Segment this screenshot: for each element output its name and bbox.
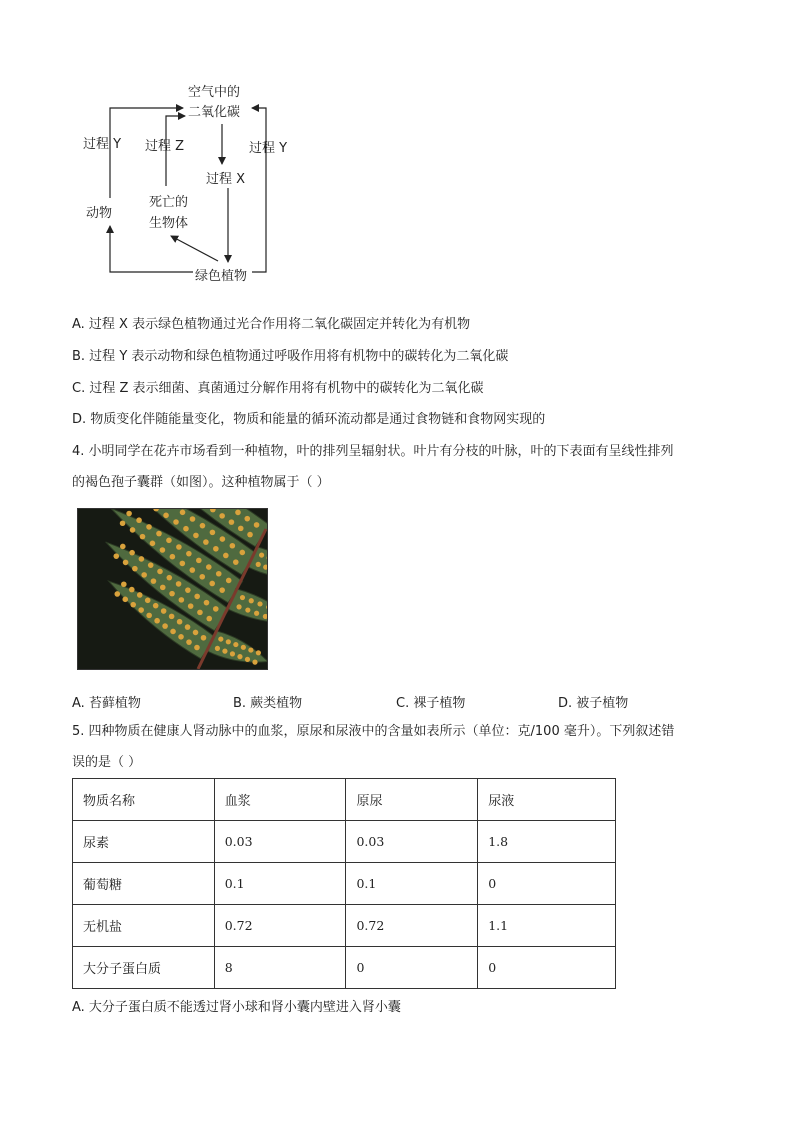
sorus-dot [245,657,250,662]
table-cell: 葡萄糖 [73,863,215,905]
sorus-dot [209,581,215,587]
sorus-dot [213,606,219,612]
sorus-dot [121,581,127,587]
sorus-dot [233,642,238,647]
sorus-dot [248,647,253,652]
sorus-dot [257,601,262,606]
sorus-dot [130,602,136,608]
sorus-dot [176,544,182,550]
sorus-dot [189,567,195,573]
sorus-dot [256,562,261,567]
table-cell: 无机盐 [73,905,215,947]
sorus-dot [185,624,191,630]
table-row [73,863,616,905]
sorus-dot [136,517,142,523]
header-cell: 物质名称 [73,779,215,821]
sorus-dot [223,553,229,559]
sorus-dot [219,513,225,519]
sorus-dot [157,569,163,575]
sorus-dot [185,587,191,593]
sorus-dot [236,604,241,609]
sorus-dot [178,634,184,640]
sorus-dot [120,520,126,526]
sorus-dot [197,610,203,616]
sorus-dot [180,509,186,515]
q4-option-b: B. 蕨类植物 [233,696,303,711]
sorus-dot [206,564,212,570]
sorus-dot [193,630,199,636]
sorus-dot [210,530,216,536]
sorus-dot [170,629,176,635]
table-cell: 0 [478,947,616,989]
sorus-dot [122,597,128,603]
sorus-dot [148,562,154,568]
arrow-plant-to-animal [110,226,193,272]
table-cell: 尿素 [73,821,215,863]
table-row [73,947,616,989]
q5-option-a: A. 大分子蛋白质不能透过肾小球和肾小囊内壁进入肾小囊 [72,1000,401,1015]
sorus-dot [240,595,245,600]
table-header-row [73,779,616,821]
sorus-dot [180,561,186,567]
sorus-dot [140,534,146,540]
header-cell: 原尿 [346,779,478,821]
header-cell: 血浆 [214,779,346,821]
sorus-dot [193,533,199,539]
table-cell: 0.72 [346,905,478,947]
q4-option-c: C. 裸子植物 [396,696,466,711]
q5-table [72,778,616,989]
sorus-dot [200,523,206,529]
sorus-dot [226,578,232,584]
sorus-dot [154,618,160,624]
table-cell: 0 [478,863,616,905]
sorus-dot [256,650,261,655]
sorus-dot [160,547,166,553]
table-cell: 1.1 [478,905,616,947]
table-cell: 0.03 [346,821,478,863]
sorus-dot [233,559,239,565]
sorus-dot [123,560,129,566]
table-cell: 0 [346,947,478,989]
label-process-y-left: 过程 Y [83,137,122,152]
fern-leaf-photo [77,508,268,670]
sorus-dot [137,592,143,598]
sorus-dot [213,546,219,552]
sorus-dot [129,550,135,556]
sorus-dot [161,608,167,614]
sorus-dot [186,551,192,557]
sorus-dot [226,639,231,644]
sorus-dot [163,513,169,519]
sorus-dot [194,645,200,651]
label-air-co2-2: 二氧化碳 [188,105,241,120]
sorus-dot [244,516,250,522]
sorus-dot [259,552,264,557]
sorus-dot [229,519,235,525]
sorus-dot [252,660,257,665]
sorus-dot [245,607,250,612]
sorus-dot [153,603,159,609]
table-cell: 0.1 [214,863,346,905]
sorus-dot [146,613,152,619]
fern-sori-image [78,509,267,669]
sorus-dot [129,587,135,593]
q3-option-a: A. 过程 X 表示绿色植物通过光合作用将二氧化碳固定并转化为有机物 [72,317,471,332]
sorus-dot [218,636,223,641]
sorus-dot [179,597,185,603]
sorus-dot [194,594,200,600]
sorus-dot [126,511,132,517]
sorus-dot [173,519,179,525]
sorus-dot [166,537,172,543]
sorus-dot [146,524,152,530]
arrow-plant-to-dead [171,236,218,261]
table-row [73,905,616,947]
q3-option-d: D. 物质变化伴随能量变化，物质和能量的循环流动都是通过食物链和食物网实现的 [72,412,546,427]
label-process-z: 过程 Z [145,139,185,154]
q3-option-c: C. 过程 Z 表示细菌、真菌通过分解作用将有机物中的碳转化为二氧化碳 [72,381,484,396]
sorus-dot [156,531,162,537]
sorus-dot [230,543,236,549]
sorus-dot [206,616,212,622]
sorus-dot [196,558,202,564]
q4-option-a: A. 苔藓植物 [72,696,141,711]
label-air-co2-1: 空气中的 [188,85,241,100]
table-cell: 8 [214,947,346,989]
sorus-dot [169,591,175,597]
sorus-dot [254,611,259,616]
label-process-y-right: 过程 Y [249,141,288,156]
q4-stem-line1: 4. 小明同学在花卉市场看到一种植物，叶的排列呈辐射状。叶片有分枝的叶脉，叶的下表面有呈线性排列 [72,444,674,459]
sorus-dot [220,536,226,542]
sorus-dot [235,510,241,516]
table-cell: 0.72 [214,905,346,947]
arrow-plant-to-air [252,108,266,272]
sorus-dot [190,516,196,522]
sorus-dot [114,591,120,597]
sorus-dot [120,544,126,550]
sorus-dot [203,539,209,545]
sorus-dot [230,651,235,656]
sorus-dot [160,585,166,591]
sorus-dot [139,556,145,562]
sorus-dot [162,623,168,629]
sorus-dot [151,578,157,584]
sorus-dot [170,554,176,560]
sorus-dot [132,566,138,572]
sorus-dot [150,541,156,547]
label-process-x: 过程 X [206,172,246,187]
sorus-dot [169,614,175,620]
sorus-dot [145,598,151,604]
sorus-dot [177,619,183,625]
header-cell: 尿液 [478,779,616,821]
q4-option-d: D. 被子植物 [558,696,629,711]
sorus-dot [141,572,147,578]
sorus-dot [247,532,253,538]
table-cell: 大分子蛋白质 [73,947,215,989]
sorus-dot [249,598,254,603]
sorus-dot [241,645,246,650]
q5-stem-line1: 5. 四种物质在健康人肾动脉中的血浆，原尿和尿液中的含量如表所示（单位：克/100 毫升）。下列叙述错 [72,724,675,739]
sorus-dot [219,587,225,593]
table-cell: 0.03 [214,821,346,863]
table-row [73,821,616,863]
label-dead-2: 生物体 [149,216,189,231]
sorus-dot [176,581,182,587]
q5-stem-line2: 误的是（ ） [72,755,142,770]
q3-option-b: B. 过程 Y 表示动物和绿色植物通过呼吸作用将有机物中的碳转化为二氧化碳 [72,349,509,364]
sorus-dot [240,550,246,556]
table-cell: 0.1 [346,863,478,905]
sorus-dot [113,553,119,559]
table-cell: 1.8 [478,821,616,863]
sorus-dot [138,607,144,613]
q4-stem-line2: 的褐色孢子囊群（如图）。这种植物属于（ ） [72,475,330,490]
sorus-dot [199,574,205,580]
label-dead-1: 死亡的 [149,195,189,210]
sorus-dot [215,646,220,651]
label-animal: 动物 [86,206,113,221]
sorus-dot [238,526,244,532]
sorus-dot [237,654,242,659]
sorus-dot [186,639,192,645]
sorus-dot [130,527,136,533]
sorus-dot [254,522,260,528]
sorus-dot [166,575,172,581]
sorus-dot [204,600,210,606]
sorus-dot [183,526,189,532]
sorus-dot [216,571,222,577]
label-green-plant: 绿色植物 [195,269,248,284]
sorus-dot [201,635,207,641]
sorus-dot [188,603,194,609]
sorus-dot [222,649,227,654]
